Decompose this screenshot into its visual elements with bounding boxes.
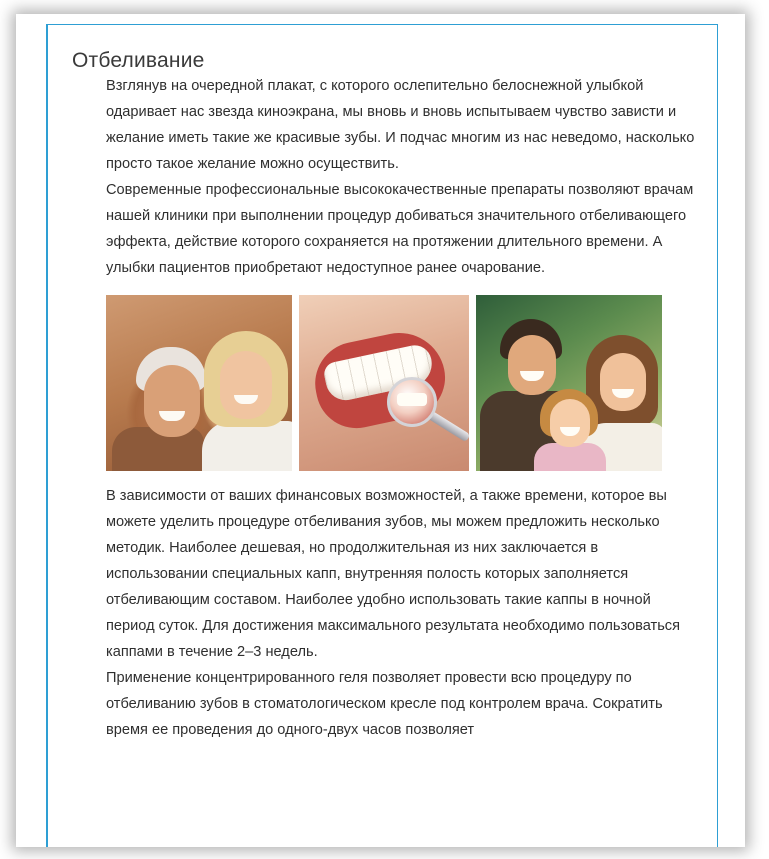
photo3-girl-shirt <box>534 443 606 471</box>
paragraph-methods: В зависимости от ваших финансовых возможностей, а также времени, которое вы можете уделить процедуре отбеливания зубов, мы можем предложить несколько методик. Наиболее дешевая, но продолжительная из них заключается в использовании специальных капп, внутренняя полость которых заполняется отбеливающим составом. Наиболее удобно использовать такие каппы в ночной период суток. Для достижения максимального результата необходимо пользоваться каппами в течение 2–3 недель. <box>106 488 681 660</box>
article-body-continued <box>106 483 695 743</box>
paragraph-intro: Взглянув на очередной плакат, с которого ослепительно белоснежной улыбкой одаривает нас звезда киноэкрана, мы вновь и вновь испытываем чувство зависти и желание иметь такие же красивые зубы. И подчас многим из нас неведомо, насколько просто такое желание можно осуществить. <box>106 78 695 172</box>
paragraph-gel: Применение концентрированного геля позволяет провести всю процедуру по отбеливанию зубов в стоматологическом кресле под контролем врача. Сократить время ее проведения до одного-двух часов позволяет <box>106 670 663 738</box>
article-body <box>106 73 695 281</box>
photo2-mirror-reflection-teeth <box>397 393 427 406</box>
content-fade-overlay <box>48 751 717 847</box>
photo3-woman-face <box>600 353 646 411</box>
photo1-woman-face <box>220 351 272 419</box>
whitening-photo-strip <box>106 295 662 471</box>
photo-closeup-smile-mirror <box>299 295 469 471</box>
photo3-girl-face <box>550 399 590 447</box>
photo1-woman-shirt <box>202 421 292 471</box>
paragraph-modern-preparations: Современные профессиональные высококачественные препараты позволяют врачам нашей клиники при выполнении процедур добиваться значительного отбеливающего эффекта, действие которого сохраняется на протяжении длительного времени. А улыбки пациентов приобретают недоступное ранее очарование. <box>106 182 694 276</box>
photo-family-smiling <box>476 295 662 471</box>
photo1-man-face <box>144 365 200 437</box>
page-title: Отбеливание <box>72 49 205 72</box>
photo-couple-smiling <box>106 295 292 471</box>
photo3-man-face <box>508 335 556 395</box>
article-card <box>46 24 718 847</box>
